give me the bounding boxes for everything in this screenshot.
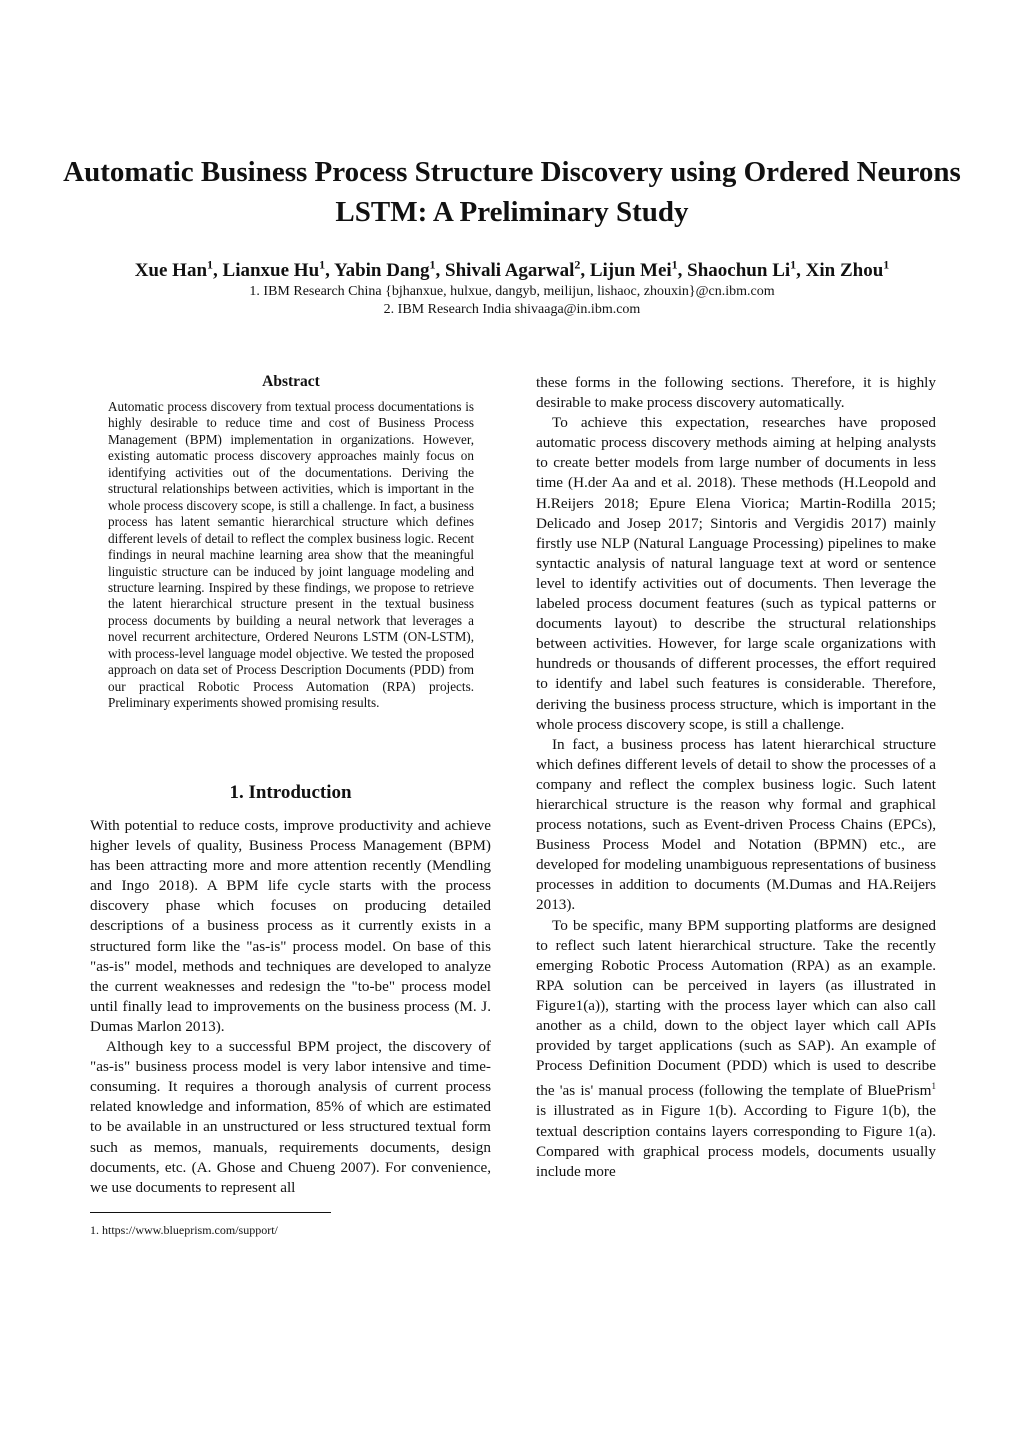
footnote-divider	[90, 1212, 331, 1213]
author: Yabin Dang$^1$,	[333, 258, 446, 282]
paragraph: In fact, a business process has latent hierarchical structure which defines different levels of detail to show the processes of a company and reflect the complex business logic. Such latent hierarchical structure is the reason why formal and graphical process notations, such as Event-driven Process Chains (EPCs), Business Process Model and Notation (BPMN) etc., are developed for modeling unambiguous representations of business processes in addition to documents (M.Dumas and HA.Reijers 2013).	[536, 735, 936, 914]
affiliation-1: 1. IBM Research China {bjhanxue, hulxue, dangyb, meilijun, lishaoc, zhouxin}@cn.ibm.com	[249, 284, 775, 299]
footnote-marker: 1	[931, 1081, 936, 1092]
author: Lianxue Hu$^1$,	[222, 258, 334, 282]
author: Xue Han$^1$,	[134, 258, 223, 282]
left-column-body	[90, 816, 491, 1198]
author-list	[40, 252, 984, 284]
abstract-heading: Abstract	[262, 373, 320, 390]
footnote: 1. https://www.blueprism.com/support/	[90, 1223, 278, 1237]
paragraph: To be specific, many BPM supporting platforms are designed to reflect such latent hierarchical structure. Take the recently emerging Robotic Process Automation (RPA) as an example. RPA solution can be perceived in layers (as illustrated in Figure1(a)), starting with the process layer which can also call another as a child, down to the object layer which call APIs provided by target applications (such as SAP). An example of Process Definition Document (PDD) which is used to describe the 'as is' manual process (following the template of BluePrism$^1$ is illustrated as in Figure 1(b). According to Figure 1(b), the textual description contains layers corresponding to Figure 1(a). Compared with graphical process models, documents usually include more	[536, 916, 936, 1180]
paragraph: these forms in the following sections. Therefore, it is highly desirable to make process discovery automatically.	[536, 374, 936, 412]
author: Shaochun Li$^1$,	[687, 258, 806, 282]
paragraph: Although key to a successful BPM project, the discovery of "as-is" business process model is very labor intensive and time-consuming. It requires a thorough analysis of current process related knowledge and information, 85% of which are estimated to be available in an unstructured or less structured textual form such as memos, manuals, requirements documents, design documents, etc. (A. Ghose and Chueng 2007). For convenience, we use documents to represent all	[90, 1038, 491, 1196]
title-line-2: LSTM: A Preliminary Study	[335, 196, 689, 228]
author: Lijun Mei$^1$,	[589, 258, 688, 282]
right-column-body	[536, 373, 936, 1182]
author: Xin Zhou$^1$	[805, 258, 890, 282]
author: Shivali Agarwal$^2$,	[445, 258, 590, 282]
affiliation-2: 2. IBM Research India shivaaga@in.ibm.com	[383, 302, 641, 317]
paper-title	[60, 152, 964, 232]
paragraph: With potential to reduce costs, improve productivity and achieve higher levels of quality, Business Process Management (BPM) has been attracting more and more attention recently (Mendling and Ingo 2018). A BPM life cycle starts with the process discovery phase which focuses on producing detailed descriptions of a business process as it currently exists in a structured form like the "as-is" process model. On base of this "as-is" model, methods and techniques are developed to analyze the current weaknesses and redesign the "to-be" process model until finally lead to improvements on the business process (M. J. Dumas Marlon 2013).	[90, 817, 491, 1035]
title-line-1: Automatic Business Process Structure Discovery using Ordered Neurons	[63, 156, 961, 188]
introduction-heading: 1. Introduction	[229, 782, 352, 803]
paragraph: To achieve this expectation, researches have proposed automatic process discovery methods aiming at helping analysts to create better models from large number of documents in less time (H.der Aa and et al. 2018). These methods (H.Leopold and H.Reijers 2018; Epure Elena Viorica; Martin-Rodilla 2015; Delicado and Josep 2017; Sintoris and Vergidis 2017) mainly firstly use NLP (Natural Language Processing) pipelines to make syntactic analysis of natural language text at word or sentence level to identify activities out of documents. Then leverage the labeled process document features (such as typical patterns or documents layout) to describe the structural relationships between activities. However, for large scale organizations with hundreds or thousands of different processes, the effort required to identify and label such features is considerable. Therefore, deriving the business process structure, which is important in the whole process discovery scope, is still a challenge.	[536, 414, 936, 733]
abstract-text: Automatic process discovery from textual process documentations is highly desirable to reduce time and cost of Business Process Management (BPM) implementation in organizations. However, existing automatic process discovery approaches mainly focus on identifying activities out of the documentations. Deriving the structural relationships between activities, which is important in the whole process discovery scope, is still a challenge. In fact, a business process has latent semantic hierarchical structure which defines different levels of detail to reflect the complex business logic. Recent findings in neural machine learning area show that the meaningful linguistic structure can be induced by joint language modeling and structure learning. Inspired by these findings, we propose to retrieve the latent hierarchical structure present in the textual business process documents by building a neural network that leverages a novel recurrent architecture, Ordered Neurons LSTM (ON-LSTM), with process-level language model objective. We tested the proposed approach on data set of Process Description Documents (PDD) from our practical Robotic Process Automation (RPA) projects. Preliminary experiments showed promising results.	[108, 399, 474, 711]
